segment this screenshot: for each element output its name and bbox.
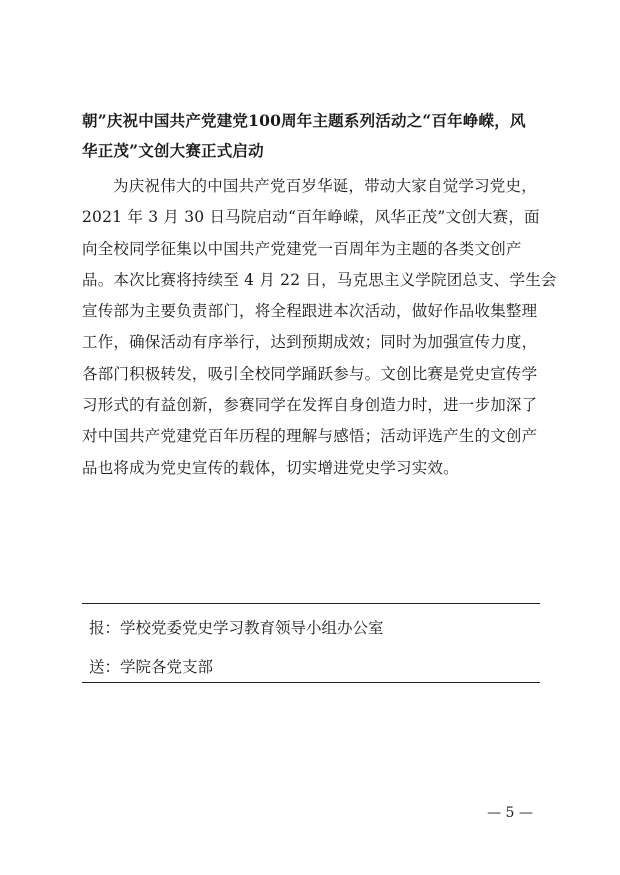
body-line: 品。本次比赛将持续至 4 月 22 日，马克思主义学院团总支、学生会 (82, 270, 557, 289)
body-line: 各部门积极转发，吸引全校同学踊跃参与。文创比赛是党史宣传学 (82, 364, 538, 383)
heading-line: 华正茂”文创大赛正式启动 (82, 141, 264, 160)
heading-line: 朝”庆祝中国共产党建党100周年主题系列活动之“百年峥嵘，风 (82, 111, 526, 130)
report-to-line: 报：学校党委党史学习教育领导小组办公室 (89, 619, 384, 637)
distribution-bottom-rule (82, 682, 540, 683)
body-line: 习形式的有益创新，参赛同学在发挥自身创造力时，进一步加深了 (82, 396, 538, 415)
article-heading (82, 106, 542, 166)
body-line: 品也将成为党史宣传的载体，切实增进党史学习实效。 (82, 458, 459, 477)
body-line: 工作，确保活动有序举行，达到预期成效；同时为加强宣传力度， (82, 333, 538, 352)
body-line: 为庆祝伟大的中国共产党百岁华诞，带动大家自觉学习党史， (113, 177, 537, 195)
body-line: 宣传部为主要负责部门，将全程跟进本次活动，做好作品收集整理 (82, 302, 538, 321)
distribution-top-rule (82, 603, 540, 604)
body-line: 向全校同学征集以中国共产党建党一百周年为主题的各类文创产 (82, 239, 522, 258)
page-number: — 5 — (487, 805, 533, 821)
article-body (82, 171, 557, 484)
body-line: 对中国共产党建党百年历程的理解与感悟；活动评选产生的文创产 (82, 427, 538, 446)
send-to-line: 送：学院各党支部 (89, 658, 214, 676)
body-line: 2021 年 3 月 30 日马院启动“百年峥嵘，风华正茂”文创大赛，面 (82, 208, 540, 227)
